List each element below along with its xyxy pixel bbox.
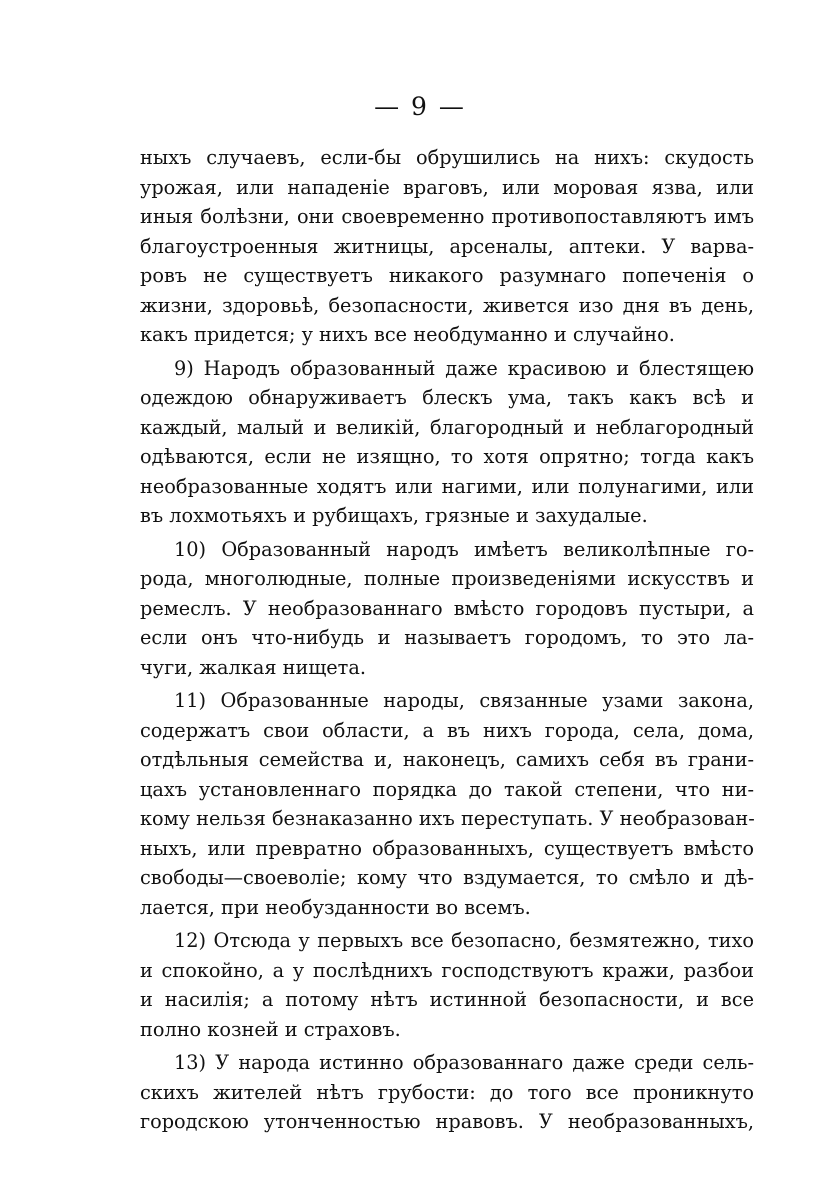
text-line: 12) Отсюда у первыхъ все безопасно, безмятежно, тихо [174, 929, 754, 952]
paragraph-12 [140, 926, 754, 1044]
text-line: чуги, жалкая нищета. [140, 655, 366, 679]
text-line: благоустроенныя житницы, арсеналы, аптеки. У варва- [140, 234, 754, 258]
body-text [140, 143, 754, 1137]
text-line: лается, при необузданности во всемъ. [140, 895, 531, 919]
text-line: полно козней и страховъ. [140, 1017, 401, 1041]
text-line: скихъ жителей нѣтъ грубости: до того все проникнуто [140, 1080, 754, 1104]
text-line: содержатъ свои области, а въ нихъ города, села, дома, [140, 718, 754, 742]
text-line: ровъ не существуетъ никакого разумнаго попеченія о [140, 264, 754, 287]
text-line: ныхъ, или превратно образованныхъ, существуетъ вмѣсто [140, 836, 754, 860]
text-line: 13) У народа истинно образованнаго даже среди сель- [174, 1051, 754, 1074]
text-line: цахъ установленнаго порядка до такой степени, что ни- [140, 777, 754, 801]
text-line: и спокойно, а у послѣднихъ господствуютъ кражи, разбои [140, 958, 754, 982]
text-line: если онъ что-нибудь и называетъ городомъ, то это ла- [140, 626, 754, 649]
text-line: кому нельзя безнаказанно ихъ переступать. У необразован- [140, 807, 755, 830]
text-line: отдѣльныя семейства и, наконецъ, самихъ себя въ грани- [140, 748, 754, 771]
text-line: урожая, или нападеніе враговъ, или моровая язва, или [140, 175, 754, 199]
text-line: рода, многолюдные, полные произведеніями искусствъ и [140, 567, 754, 590]
text-line: въ лохмотьяхъ и рубищахъ, грязные и захудалые. [140, 504, 648, 527]
text-line: какъ придется; у нихъ все необдуманно и случайно. [140, 323, 675, 346]
text-line: одѣваются, если не изящно, то хотя опрятно; тогда какъ [140, 445, 754, 468]
paragraph-10 [140, 535, 754, 683]
text-line: 10) Образованный народъ имѣетъ великолѣпные го- [174, 537, 754, 561]
text-line: ремеслъ. У необразованнаго вмѣсто городовъ пустыри, а [140, 596, 754, 620]
text-line: каждый, малый и великій, благородный и неблагородный [140, 415, 754, 439]
text-line: свободы—своеволіе; кому что вздумается, то смѣло и дѣ- [140, 866, 754, 889]
text-line: городскою утонченностью нравовъ. У необразованныхъ, [140, 1110, 754, 1133]
text-line: 11) Образованные народы, связанные узами закона, [174, 689, 754, 712]
text-line: одеждою обнаруживаетъ блескъ ума, такъ какъ всѣ и [140, 386, 754, 409]
text-line: ныхъ случаевъ, если-бы обрушились на нихъ: скудость [140, 146, 754, 169]
text-line: иныя болѣзни, они своевременно противопоставляютъ имъ [140, 205, 754, 228]
paragraph [140, 143, 754, 350]
paragraph-9 [140, 354, 754, 531]
paragraph-11 [140, 686, 754, 922]
text-line: необразованные ходятъ или нагими, или полунагими, или [140, 474, 754, 498]
text-line: 9) Народъ образованный даже красивою и блестящею [174, 356, 754, 380]
text-line: жизни, здоровьѣ, безопасности, живется изо дня въ день, [140, 293, 754, 317]
paragraph-13 [140, 1048, 754, 1137]
text-line: и насилія; а потому нѣтъ истинной безопасности, и все [140, 988, 754, 1011]
page-number: — 9 — [374, 92, 466, 121]
